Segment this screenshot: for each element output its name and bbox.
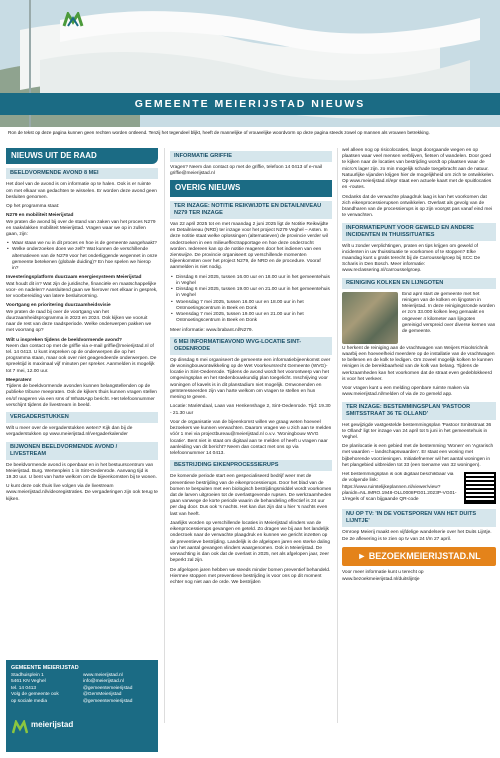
section-title: BESTRIJDING EIKENPROCESSIERUPS	[170, 460, 332, 471]
paragraph: De afgelopen jaren hebben we steeds minder bomen preventief behandeld. Hiermee stoppen met preventieve bestrijding is voor ons op dit moment echter nog niet aan de orde. We bestrijden	[170, 567, 331, 586]
column-overig	[170, 148, 332, 589]
subheading: Meepraten!	[6, 377, 32, 383]
column-right	[342, 148, 496, 586]
qr-code-icon[interactable]	[464, 472, 496, 504]
paragraph: Op het programma staat:	[6, 204, 60, 210]
paragraph: Ondanks dat de verwachte plaagdruk laag is kan het voorkomen dat zich eikenprocessierupsen ontwikkelen. Overlast als gevolg van de brandharen van de processierups is op zijn voorgst pas vanaf eind mei te verwachten.	[342, 194, 493, 219]
paragraph: Het bestemmingsplan is ook digitaal beschikbaar via de volgende link: https://www.ruimtelijkeplannen.nl/viewer/view?planidn=NL.IMRO.1948-OLL0008PG01.2023P-VG01-1/regels of scan bijgaande QR-code	[342, 472, 457, 503]
section-title: INFORMATIEPUNT VOOR GEWELD EN ANDERE INCIDENTEN IN THUISSITUATIES	[342, 223, 496, 241]
list-item: • Woensdag 7 mei 2025, tussen 19.00 uur en 21.00 uur in het Ontmoetingscentrum in Beek en Donk	[170, 312, 332, 324]
column-raad	[6, 148, 158, 506]
paragraph: Meer informatie: www.brabant.nl/N279.	[170, 327, 253, 333]
column-divider	[337, 148, 338, 723]
subheading: Voortgang en prioritering duurzaamheidsvisie	[6, 303, 111, 309]
paragraph: U kunt deze ook thuis live volgen via de livestream www.meierijstad.nl/videoregistraties. De vergaderingen zijn ook terug te kijken.	[6, 484, 158, 502]
footer-links	[83, 673, 153, 705]
paragraph: Locatie: Mariëndaal, Laan van Henkenshage 2, Sint-Oedenrode. Tijd: 19.30 - 21.30 uur	[170, 404, 331, 416]
list-item: • Waar staan we nu in dit proces en hoe is de gemeente aangehaakt?	[6, 241, 158, 247]
website-link[interactable]: www.meierijstad.nl	[83, 673, 123, 678]
meierijstad-logo-icon	[12, 720, 28, 734]
newsletter-title: GEMEENTE MEIERIJSTAD NIEUWS	[0, 93, 500, 115]
meierijstad-logo-icon	[62, 12, 84, 28]
header-banner	[0, 0, 500, 127]
paragraph: Wilt u meer over de vergaderstukken weten? Kijk dan bij de vergaderstukken op www.meierijstad.nl/vergaderkalender	[6, 426, 133, 438]
logo-text: meierijstad	[31, 720, 74, 729]
paragraph: Neem dan contact op met de griffie via e-mail griffie@meierijstad.nl of tel. 14 0413. U kunt inspreken op de onderwerpen die op het programma staan, maar ook over niet geagendeerde onderwerpen. De spreektijd is maximaal vijf minuten per spreker. Aanmelden is mogelijk tot 7 mei, 12.00 uur.	[6, 343, 157, 374]
section-title: INFORMATIE GRIFFIE	[170, 151, 332, 162]
paragraph: Vragen? Neem dan contact op met de griffie, telefoon 14 0413 of e-mail griffie@meierijstad.nl	[170, 164, 322, 177]
disclaimer: Ron de tekst op deze pagina kunnen geen rechten worden ontleend. Tenzij het tegendeel blijkt, heeft de mannelijke of vrouwelijke woordvorm op deze pagina steeds zowel op mannen als vrouwen betrekking.	[8, 130, 430, 135]
section-title: VERGADERSTUKKEN	[6, 412, 158, 423]
drain-photo	[342, 292, 398, 344]
bullet-list	[170, 275, 332, 325]
section-title: BIJWONEN BEELDVORMENDE AVOND / LIVESTREAM	[6, 442, 158, 460]
paragraph: De beeldvormende avond is openbaar en in het bestuurscentrum van Meierijstad. Burg. Wertenplein 1 in Sint-Oedenrode. Aanvang tijd is 19.30 uur. U bent van harte welkom om de bijeenkomsten bij te wonen.	[6, 462, 157, 480]
paragraph: Het doel van de avond is om informatie op te halen. Ook is er ruimte om met elkaar van gedachten te wisselen. Er worden deze avond geen besluiten genomen.	[6, 182, 157, 200]
column-divider	[164, 148, 165, 723]
subheading: N279 en mobiliteit Meierijstad	[6, 213, 74, 219]
paragraph: Van 22 april 2025 tot en met maandag 2 juni 2025 ligt de Notitie Reikwijdte en Detailniveau (NRD) ter inzage voor het project N279 Veghel – Asten. In deze notitie staat welke oplossingen (alternatieven) de provincie verder wil onderzoeken in een milieueffectrapportage en hoe deze onderzocht worden. Iedereen kan op de notitie reageren door het indienen van een zienswijze. De provincie organiseert op verschillende momenten bijeenkomsten over het project N279, de NRD en de procedure. Vooraf aanmelden is niet nodig.	[170, 221, 329, 271]
list-item: • Dinsdag 6 mei 2025, tussen 16.00 uur en 18.00 uur in het gemeentehuis in Veghel	[170, 275, 332, 287]
contact-footer	[6, 660, 158, 752]
list-item: • Dinsdag 6 mei 2025, tussen 19.00 uur en 21.00 uur in het gemeentehuis in Veghel	[170, 287, 332, 299]
paragraph: Voor meer informatie kunt u terecht op www.bezoekmeierijstad.nl/duitslijntje	[342, 570, 424, 582]
paragraph: Omroep Meierij maakt een vijfdelige wandelserie over het Duits Lijntje. De 2e aflevering is te zien op tv van 24 t/m 27 april.	[342, 530, 492, 542]
paragraph: We praten de raad bij over de voortgang van het duurzaamheidsprogramma in 2023 en 2024. Ook kijken we vooruit naar de rest van deze raadsperiode. Welke onderwerpen pakken we met voorrang op?	[6, 309, 152, 334]
paragraph: wel alleen nog op risicolocaties, langs doorgaande wegen en op plaatsen waar veel mensen verblijven, fietsen of wandelen. Door goed te kijken naar de locaties van bestrijding wordt op plaatsen waar de micro's lager zijn. zo min mogelijk schade toegebracht aan de natuur. Natuurlijke vijanden krijgen hier de mogelijkheid om zich te ontwikkelen. Op www.meierijstad.nl/epr staat een actuele kaart met de spuitlocaties en -routes.	[342, 148, 495, 191]
section-title: 6 MEI INFORMATIEAVOND WVG-LOCATIE SINT-OEDENRODE	[170, 337, 332, 355]
subheading: Investeringsplatform duurzaam energiesysteem Meierijstad	[6, 275, 142, 281]
section-title: REINIGING KOLKEN EN LIJNGOTEN	[342, 278, 496, 289]
paragraph: We praten die avond bij over de stand van zaken van het proces N279 en raakvlakken mobiliteit Meierijstad. Vragen waar we op in zullen gaan, zijn:	[6, 219, 156, 238]
paragraph: Op dinsdag 6 mei organiseert de gemeente een informatiebijeenkomst over de woningbouwontwikkeling op de Wet Voorkeursrecht Gemeente (WVG)-locatie in Sint-Oedenrode. Tijdens de avond wordt het voorontwerp van het omgevingsplan en het stedenbouwkundig plan toegelicht. Inschrijving voor woningen of kavels is in dit planstadium niet mogelijk. Omwonenden en geïnteresseerden zijn van harte welkom om vragen te stellen en hun mening te geven.	[170, 357, 331, 401]
twitter-link[interactable]: @GemMeierijstad	[83, 692, 122, 698]
email-link[interactable]: info@meierijstad.nl	[83, 679, 124, 685]
section-title: TER INZAGE: BESTEMMINGSPLAN 'PASTOOR SMITSSTRAAT 36 TE OLLAND'	[342, 402, 496, 420]
paragraph: Jaarlijks worden op verschillende locaties in Meierijstad vlinders van de eikenprocessierups gevangen en geteld. Zo dragen we bij aan het landelijk onderzoek naar de verwachte plaagdruk en kunnen we gericht inzetten op de preventieve bestrijding. Landelijk is de afgelopen jaren een sterke daling van het aantal gevangen vlinders waargenomen. Ook in Meierijstad. De verwachting is dan ook dat de overlast in 2025, net als afgelopen jaar, zeer beperkt zal zijn.	[170, 520, 331, 564]
section-title: BEELDVORMENDE AVOND 8 MEI	[6, 168, 158, 179]
section-header-raad: NIEUWS UIT DE RAAD	[6, 148, 158, 164]
paragraph: Voor de organisatie van de bijeenkomst willen we graag weten hoeveel bezoekers we kunnen verwachten. Daarom vragen we u zich aan te melden vóór 1 mei via projectbureau@meierijstad.nl o.v.v. 'Woningbouw WVG locatie'. Bent niet in staat om digitaal aan te melden of heeft u vragen naar aanleiding van dit bericht? Neem dan contact met ons op via telefoonnummer 14 0413.	[170, 419, 332, 457]
footer-title: GEMEENTE MEIERIJSTAD	[11, 665, 79, 671]
address-line: Stadhuisplein 1	[11, 673, 44, 678]
subheading: Wilt u inspreken tijdens de beeldvormende avond?	[6, 337, 122, 343]
list-item: • Woensdag 7 mei 2025, tussen 16.00 uur en 18.00 uur in het Ontmoetingscentrum in Beek en Donk	[170, 300, 332, 312]
footer-logo	[12, 720, 76, 734]
phone: tel. 14 0413	[11, 685, 37, 691]
bezoek-banner[interactable]: ► BEZOEKMEIERIJSTAD.NL	[342, 547, 496, 567]
footer-address	[11, 673, 81, 705]
social-note: op sociale media	[11, 698, 47, 704]
paragraph: Eind april start de gemeente met het reinigen van de kolken en lijngoten in Meierijstad. In deze reinigingsronde worden er zo'n 33.000 kolken leeg gemaakt en ongeveer 4 kilometer aan lijngoten gereinigd verspreid over diverse kernen van de gemeente.	[402, 291, 496, 335]
section-header-overig: OVERIG NIEUWS	[170, 180, 332, 196]
bullet-list	[6, 241, 158, 272]
paragraph: De planlocatie is een gebied met de bestemming 'Wonen' en 'Agrarisch met waarden – landschapswaarden'. Er staat een woning met bijbehorende voorzieningen. Initiatiefnemer wil het aantal woningen in het plangebied uitbreiden tot 33 (een toename van 32 woningen).	[342, 444, 494, 468]
list-item: • Welke onderzoeken doen we zelf? Wat kunnen de verschillende alternatieven van de N279 voor het onderliggende wegennet in onze gemeente betekenen (globale duiding)? En hoe spelen we hierop in?	[6, 247, 158, 272]
instagram-link[interactable]: @gemeentemeierijstad	[83, 698, 133, 704]
social-note: Volg de gemeente ook	[11, 692, 59, 698]
facebook-link[interactable]: @gemeentemeierijstad	[83, 685, 133, 691]
paragraph: Voor vragen kunt u een melding openbare ruimte maken via www.meierijstad.nl/melden of via de zo gemeld app.	[342, 386, 470, 398]
paragraph: U herkent de reiniging aan de vrachtwagen van Weijers Rioolsrichnik waarbij een hoeveelheid meerdere op de installatie van de vrachtwagen te bellenen en de kolk te ledigen. Om zoveel mogelijk kolken te kunnen reinigen is de bereikbaarheid van de kolk van belang. Tijdens de werkzaamheden kan het voorkomen dat de straat even gedeblokkeerd is voor het verkeer.	[342, 345, 495, 382]
address-line: 5461 KN Veghel	[11, 679, 46, 685]
paragraph: Het gewijzigde vastgestelde bestemmingsplan 'Pastoor Smitsstraat 36 te Olland' ligt ter inzage van 24 april tot 5 juni in het gemeentehuis in Veghel.	[342, 422, 492, 441]
paragraph: Wat houdt dit in? Wat zijn de juridische, financiële en maatschappelijke voor- en nadelen? Aansluitend gaan we hierover met elkaar in gesprek, ter voorbereiding van latere besluitvorming.	[6, 281, 158, 300]
paragraph: Wilt u zonder verplichtingen, praten en tips krijgen om geweld of incidenten in uw thuissituatie te voorkomen of te stoppen? Elke maandag kunt u gratis terecht bij de Carrousselgroep bij SCC De Scharis in Den Bosch. Meer informatie: www.reclassering.nl/carrousselgroep.	[342, 243, 481, 274]
section-title: NU OP TV: 'IN DE VOETSPOREN VAN HET DUITS LIJNTJE'	[342, 509, 496, 527]
paragraph: Tijdens de beeldvormende avonden kunnen belangstellenden op de publieke tribune meepraten. Ook de kijkers thuis kunnen vragen stellen en/of reageren via een sms of WhatsApp bericht. Het telefoonnummer verschijnt tijdens de livestream in beeld.	[6, 384, 157, 408]
paragraph: De komende periode start een gespecialiseerd bedrijf weer met de preventieve bestrijding van de eikenprocessierups. Door het blad van de bomen te bespuiten met een biologisch bestrijdingsmiddel wordt voorkomen dat de larven uitgroeien tot de overlastgevende rupsen. De werkzaamheden gaan vanwege de korte periode waarin de behandeling effectief is 24 uur per dag door. Dus ook 's nachts. Het kan dus zijn dat u hier 's nachts even last van heeft.	[170, 474, 332, 517]
section-title: TER INZAGE: NOTITIE REIKWIJDTE EN DETAILNIVEAU N279 TER INZAGE	[170, 201, 332, 219]
